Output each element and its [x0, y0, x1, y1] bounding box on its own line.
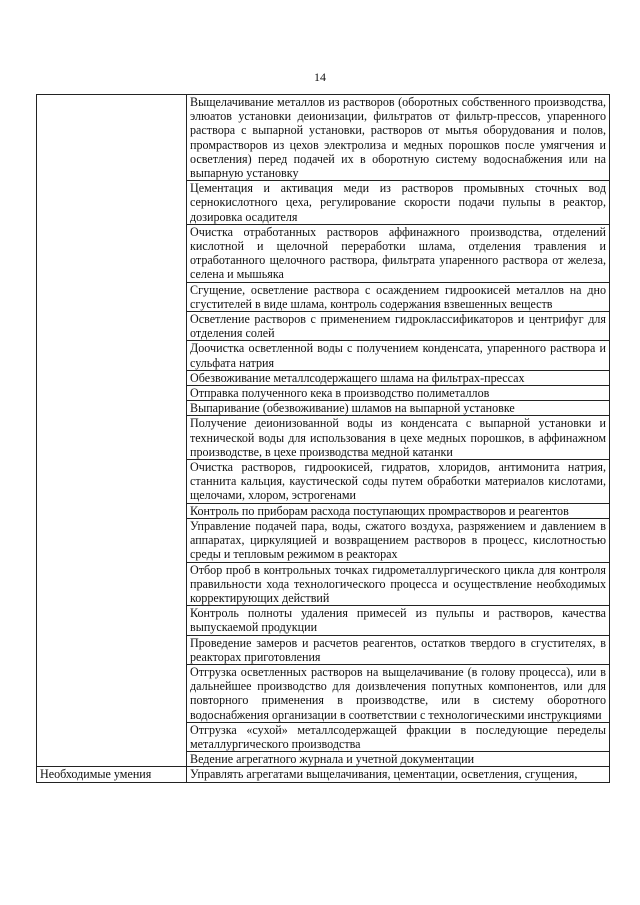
- labor-action-cell: Сгущение, осветление раствора с осаждением гидроокисей металлов на дно сгустителей в виде шлама, контроль содержания взвешенных веществ: [187, 282, 610, 311]
- labor-action-cell: Отгрузка «сухой» металлсодержащей фракции в последующие переделы металлургического производства: [187, 722, 610, 751]
- requirements-table: [36, 94, 610, 783]
- page-number: 14: [314, 70, 326, 84]
- labor-action-cell: Отгрузка осветленных растворов на выщелачивание (в голову процесса), или в дальнейшее производство для доизвлечения попутных компонентов, или для повторного применения в производстве, или в систему оборотного водоснабжения организации в соответствии с технологическими инструкциями: [187, 664, 610, 722]
- labor-action-cell: Контроль полноты удаления примесей из пульпы и растворов, качества выпускаемой продукции: [187, 606, 610, 635]
- labor-action-cell: Очистка растворов, гидроокисей, гидратов, хлоридов, антимонита натрия, станнита кальция, каустической соды путем обработки материалов кислотами, щелочами, хлором, эстрогенами: [187, 460, 610, 504]
- labor-action-cell: Осветление растворов с применением гидроклассификаторов и центрифуг для отделения солей: [187, 312, 610, 341]
- labor-action-cell: Отбор проб в контрольных точках гидрометаллургического цикла для контроля правильности хода технологического процесса и осуществление необходимых корректирующих действий: [187, 562, 610, 606]
- labor-action-cell: Управление подачей пара, воды, сжатого воздуха, разряжением и давлением в аппаратах, циркуляцией и возвращением растворов в процесс, кислотностью среды и тепловым режимом в реакторах: [187, 518, 610, 562]
- labor-action-cell: Цементация и активация меди из растворов промывных сточных вод сернокислотного цеха, регулирование скорости подачи пульпы в реактор, дозировка осадителя: [187, 181, 610, 225]
- labor-action-cell: Выщелачивание металлов из растворов (оборотных собственного производства, элюатов установки деионизации, фильтратов от фильтр-прессов, упаренного раствора с выпарной установки, растворов от мытья оборудования и полов, промрастворов из цехов электролиза и медных порошков после умягчения и осветления) перед подачей их в оборотную систему водоснабжения или на выпарную установку: [187, 95, 610, 181]
- labor-action-cell: Контроль по приборам расхода поступающих промрастворов и реагентов: [187, 503, 610, 518]
- labor-action-cell: Очистка отработанных растворов аффинажного производства, отделений кислотной и щелочной переработки шлама, отделения травления и отработанного щелочного раствора, фильтрата упаренного раствора от железа, селена и мышьяка: [187, 224, 610, 282]
- labor-action-cell: Ведение агрегатного журнала и учетной документации: [187, 752, 610, 767]
- labor-action-cell: Проведение замеров и расчетов реагентов, остатков твердого в сгустителях, в реакторах приготовления: [187, 635, 610, 664]
- labor-action-cell: Обезвоживание металлсодержащего шлама на фильтрах-прессах: [187, 370, 610, 385]
- table-row-skills: [37, 767, 610, 782]
- labor-action-cell: Получение деионизованной воды из конденсата с выпарной установки и технической воды для использования в цехе медных порошков, в аффинажном производстве, в цехе производства медной катанки: [187, 416, 610, 460]
- labor-action-cell: Отправка полученного кека в производство полиметаллов: [187, 386, 610, 401]
- skills-label: Необходимые умения: [37, 767, 187, 782]
- label-cell-empty: [37, 95, 187, 767]
- labor-action-cell: Доочистка осветленной воды с получением конденсата, упаренного раствора и сульфата натрия: [187, 341, 610, 370]
- table-row: [37, 95, 610, 181]
- labor-action-cell: Выпаривание (обезвоживание) шламов на выпарной установке: [187, 401, 610, 416]
- skills-text: Управлять агрегатами выщелачивания, цементации, осветления, сгущения,: [187, 767, 610, 782]
